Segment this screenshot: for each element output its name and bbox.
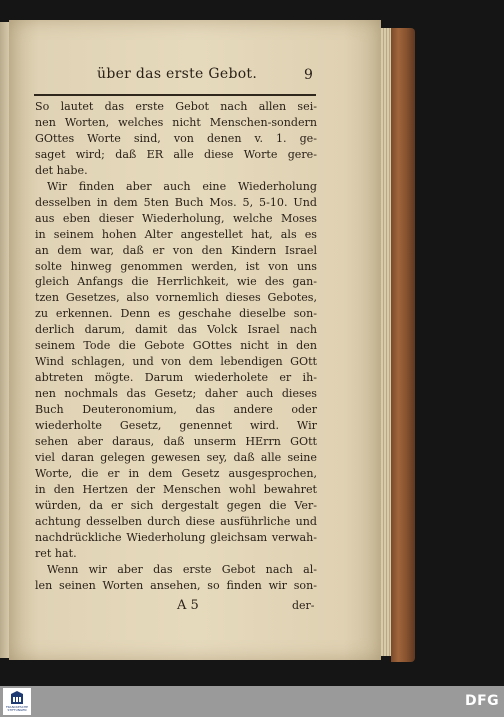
text-line: Worte, die er in dem Gesetz ausgesprochen, (35, 466, 317, 480)
running-head: über das erste Gebot. (97, 66, 258, 82)
text-line: Wenn wir aber das erste Gebot nach al- (47, 562, 317, 576)
book-page (9, 20, 381, 660)
text-line: seinem Tode die Gebote GOttes nicht in den (35, 339, 317, 353)
header-rule (34, 94, 316, 96)
catchword: der- (292, 599, 315, 612)
text-line: an dem war, daß er von den Kindern Israel (35, 243, 317, 257)
text-line: len seinen Worten ansehen, so finden wir son- (35, 578, 317, 592)
text-line: gleich Anfangs die Herrlichkeit, wie des gan- (35, 275, 317, 289)
text-line: det habe. (35, 163, 88, 177)
body-text (35, 99, 317, 594)
text-line: desselben in dem 5ten Buch Mos. 5, 5-10. Und (35, 195, 317, 209)
text-line: würden, da er sich dergestalt gegen die Ver- (35, 498, 317, 512)
institution-logo-text: FRANCKESCHE STIFTUNGEN (5, 705, 29, 713)
text-line: achtung desselben durch diese ausführliche und (35, 514, 317, 528)
text-line: wiederholte Gesetz, genennet wird. Wir (35, 419, 317, 433)
text-line: nen Worten, welches nicht Menschen-sondern (35, 115, 317, 129)
text-line: sehen aber daraus, daß unserm HErrn GOtt (35, 435, 317, 449)
text-line: abtreten mögte. Darum wiederholete er ih- (35, 371, 317, 385)
text-line: Wind schlagen, und von dem lebendigen GOtt (35, 355, 317, 369)
text-line: viel daran gelegen gewesen sey, daß alle seine (35, 450, 317, 464)
text-line: in seinem hohen Alter angestellet hat, als es (35, 227, 317, 241)
text-line: GOttes Worte sind, von denen v. 1. ge- (35, 131, 317, 145)
text-line: ret hat. (35, 546, 77, 560)
text-line: So lautet das erste Gebot nach allen sei- (35, 100, 317, 113)
page-number: 9 (304, 67, 313, 83)
text-line: solte hinweg genommen werden, ist von uns (35, 259, 317, 273)
text-line: aus eben dieser Wiederholung, welche Moses (35, 211, 317, 225)
text-line: in den Hertzen der Menschen wohl bewahret (35, 482, 317, 496)
text-line: derlich darum, damit das Volck Israel nach (35, 323, 317, 337)
institution-logo[interactable] (3, 688, 31, 715)
text-line: Wir finden aber auch eine Wiederholung (47, 179, 317, 193)
text-line: nachdrückliche Wiederholung gleichsam verwah- (35, 530, 317, 544)
text-line: zu erkennen. Denn es geschahe dieselbe son- (35, 307, 317, 321)
left-page-edge (0, 22, 9, 658)
text-line: Buch Deuteronomium, das andere oder (35, 403, 317, 417)
book-binding (391, 28, 415, 662)
text-line: saget wird; daß ER alle diese Worte gere- (35, 147, 317, 161)
text-line: tzen Gesetzes, also vornemlich dieses Gebotes, (35, 291, 317, 305)
viewer-footer-bar (0, 686, 504, 717)
institution-logo-icon (11, 691, 23, 704)
page-edges (381, 28, 391, 656)
signature-mark: A 5 (177, 598, 199, 613)
text-line: nen nochmals das Gesetz; daher auch dieses (35, 387, 317, 401)
dfg-logo[interactable]: DFG (465, 693, 500, 709)
